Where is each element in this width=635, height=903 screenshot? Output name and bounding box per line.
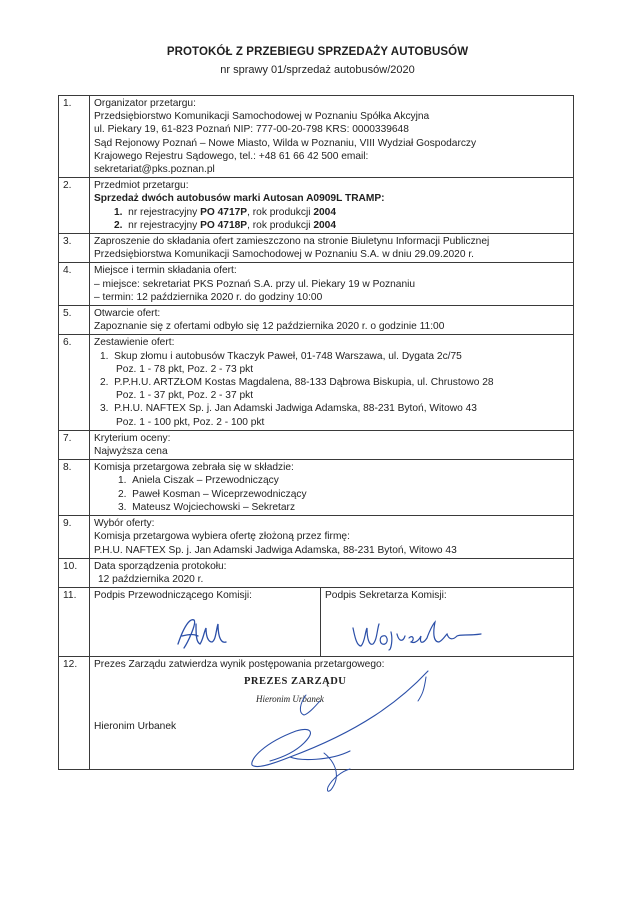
invitation-text: Zaproszenie do składania ofert zamieszczono na stronie Biuletynu Informacji Publicznej — [94, 236, 490, 248]
offer-points: Poz. 1 - 37 pkt, Poz. 2 - 37 pkt — [116, 390, 254, 402]
row-number: 10. — [59, 558, 90, 587]
offer-name: 2. P.P.H.U. ARTZŁOM Kostas Magdalena, 88-133 Dąbrowa Biskupia, ul. Chrustowo 28 — [100, 377, 494, 389]
criterion-value: Najwyższa cena — [94, 446, 168, 458]
subject-heading: Sprzedaż dwóch autobusów marki Autosan A0909L TRAMP: — [94, 193, 385, 205]
row-criterion — [59, 430, 574, 459]
stamp-title: PREZES ZARZĄDU — [244, 676, 347, 688]
row-number: 1. — [59, 96, 90, 178]
protocol-table — [58, 95, 574, 770]
row-number: 7. — [59, 430, 90, 459]
president-name: Hieronim Urbanek — [94, 721, 177, 733]
chairman-signature-cell — [90, 588, 321, 657]
row-label: Wybór oferty: — [94, 518, 155, 530]
offer-points: Poz. 1 - 100 pkt, Poz. 2 - 100 pkt — [116, 416, 265, 428]
chairman-signature-icon — [170, 614, 230, 654]
protocol-date: 12 października 2020 r. — [98, 573, 204, 585]
row-opening — [59, 306, 574, 335]
row-content — [90, 306, 574, 335]
submission-deadline: – termin: 12 października 2020 r. do godziny 10:00 — [94, 291, 323, 303]
organizer-name: Przedsiębiorstwo Komunikacji Samochodowej w Poznaniu Spółka Akcyjna — [94, 111, 430, 123]
secretary-signature-icon — [349, 614, 489, 654]
organizer-court: Sąd Rejonowy Poznań – Nowe Miasto, Wilda w Poznaniu, VIII Wydział Gospodarczy — [94, 137, 477, 149]
row-number: 5. — [59, 306, 90, 335]
row-number: 9. — [59, 516, 90, 559]
invitation-text: Przedsiębiorstwa Komunikacji Samochodowej w Poznaniu S.A. w dniu 29.09.2020 r. — [94, 249, 474, 261]
secretary-signature-cell — [321, 588, 574, 657]
row-content — [90, 234, 574, 263]
row-content — [90, 96, 574, 178]
committee-member: 1. Aniela Ciszak – Przewodniczący — [118, 475, 279, 487]
row-label: Przedmiot przetargu: — [94, 180, 189, 192]
row-content — [90, 263, 574, 306]
row-label: Otwarcie ofert: — [94, 308, 161, 320]
row-committee — [59, 460, 574, 516]
row-date — [59, 558, 574, 587]
organizer-email: sekretariat@pks.poznan.pl — [94, 164, 215, 176]
president-signature-icon — [200, 661, 440, 801]
row-label: Kryterium oceny: — [94, 432, 171, 444]
list-item: 1. nr rejestracyjny PO 4717P, rok produkcji 2004 — [114, 206, 337, 218]
row-label: Zestawienie ofert: — [94, 337, 175, 349]
row-signatures — [59, 588, 574, 657]
row-subject — [59, 178, 574, 234]
case-number: nr sprawy 01/sprzedaż autobusów/2020 — [220, 64, 415, 76]
offer-points: Poz. 1 - 78 pkt, Poz. 2 - 73 pkt — [116, 363, 254, 375]
stamp-name: Hieronim Urbanek — [256, 694, 324, 705]
row-content — [90, 558, 574, 587]
row-label: Data sporządzenia protokołu: — [94, 560, 227, 572]
approval-text: Prezes Zarządu zatwierdza wynik postępowania przetargowego: — [94, 659, 385, 671]
row-label: Komisja przetargowa zebrała się w składzie: — [94, 462, 294, 474]
row-number: 6. — [59, 335, 90, 430]
opening-text: Zapoznanie się z ofertami odbyło się 12 października 2020 r. o godzinie 11:00 — [94, 321, 445, 333]
organizer-address: ul. Piekary 19, 61-823 Poznań NIP: 777-00-20-798 KRS: 0000339648 — [94, 124, 409, 136]
row-number: 3. — [59, 234, 90, 263]
document-title: PROTOKÓŁ Z PRZEBIEGU SPRZEDAŻY AUTOBUSÓW — [166, 46, 469, 58]
row-label: Organizator przetargu: — [94, 98, 196, 109]
chairman-signature-label: Podpis Przewodniczącego Komisji: — [94, 590, 252, 602]
committee-member: 3. Mateusz Wojciechowski – Sekretarz — [118, 501, 296, 513]
row-organizer — [59, 96, 574, 178]
committee-member: 2. Paweł Kosman – Wiceprzewodniczący — [118, 488, 307, 500]
row-number: 12. — [59, 657, 90, 770]
row-content — [90, 335, 574, 430]
list-item: 2. nr rejestracyjny PO 4718P, rok produkcji 2004 — [114, 219, 337, 231]
row-content — [90, 516, 574, 559]
secretary-signature-label: Podpis Sekretarza Komisji: — [325, 590, 447, 602]
organizer-register: Krajowego Rejestru Sądowego, tel.: +48 61 66 42 500 email: — [94, 150, 369, 162]
offer-name: 3. P.H.U. NAFTEX Sp. j. Jan Adamski Jadwiga Adamska, 88-231 Bytoń, Witowo 43 — [100, 403, 477, 415]
row-content — [90, 657, 574, 770]
selection-text: Komisja przetargowa wybiera ofertę złożoną przez firmę: — [94, 531, 350, 543]
submission-place: – miejsce: sekretariat PKS Poznań S.A. przy ul. Piekary 19 w Poznaniu — [94, 278, 416, 290]
selected-company: P.H.U. NAFTEX Sp. j. Jan Adamski Jadwiga Adamska, 88-231 Bytoń, Witowo 43 — [94, 544, 457, 556]
row-number: 8. — [59, 460, 90, 516]
row-content — [90, 178, 574, 234]
row-content — [90, 430, 574, 459]
offer-name: 1. Skup złomu i autobusów Tkaczyk Paweł, 01-748 Warszawa, ul. Dygata 2c/75 — [100, 350, 462, 362]
row-label: Miejsce i termin składania ofert: — [94, 265, 237, 277]
row-invitation — [59, 234, 574, 263]
row-content — [90, 460, 574, 516]
row-number: 2. — [59, 178, 90, 234]
row-offers — [59, 335, 574, 430]
row-place-time — [59, 263, 574, 306]
row-selection — [59, 516, 574, 559]
row-approval — [59, 657, 574, 770]
row-number: 11. — [59, 588, 90, 657]
row-number: 4. — [59, 263, 90, 306]
